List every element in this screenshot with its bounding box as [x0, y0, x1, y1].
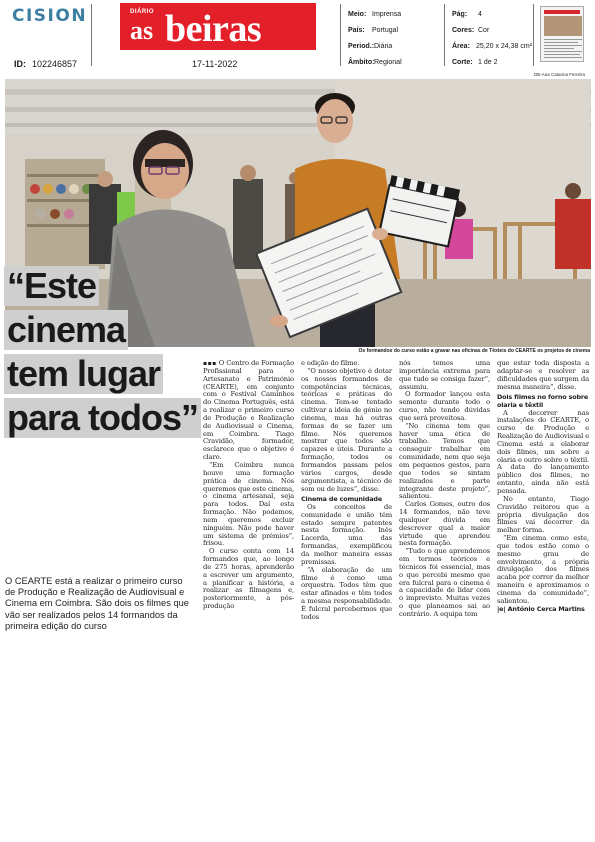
paragraph: Carlos Gomes, outro dos 14 formandos, não teve qualquer dúvida em descrever qual a maior virtude que aprendeu nesta formação. — [399, 500, 490, 548]
meta-colors: Cores: Cor — [452, 27, 490, 34]
publication-date: 17-11-2022 — [192, 59, 238, 69]
paragraph: O Centro de Formação Profissional para o Artesanato e Património (CEARTE), em conjunto com o Festival Caminhos do Cinema Português, está a realizar o primeiro curso de Produção e Realização de Audiovisual e Cinema, em Coimbra. Tiago Cravidão, formador, esclarece que o objetivo é claro. — [203, 359, 295, 462]
paragraph: Os conceitos de comunidade e união têm estado sempre patentes nesta formação. Inês Lacerda, uma das formandas, exemplificou da melhor maneira essas premissas. — [301, 502, 392, 566]
article-column-4 — [497, 360, 589, 614]
article-lead: O CEARTE está a realizar o primeiro curso de Produção e Realização de Audiovisual e Cinema em Coimbra. São dois os filmes que vão ser realizados pelos 14 formandos da primeira edição do curso — [5, 576, 189, 631]
paragraph: O formador lançou esta semente durante todo o curso, não tendo dúvidas que será proveitosa. — [399, 390, 490, 422]
photo-caption: Os formandos do curso estão a gravar nas oficinas de Têxteis do CEARTE os projetos de cinema — [358, 348, 590, 354]
headline-line-1: “Este — [4, 266, 99, 306]
photo-credit: DB-Ana Catarina Ferreira — [533, 72, 585, 77]
logo-as: as — [130, 16, 154, 45]
meta-cut: Corte: 1 de 2 — [452, 59, 498, 66]
meta-country: País: Portugal — [348, 27, 399, 34]
paragraph: “A elaboração de um filme é como uma orquestra. Todos têm que estar afinados e têm todos a mesma responsabilidade. É fulcral percebermos que todos — [301, 565, 392, 621]
paragraph: “Em Coimbra nunca houve uma formação prática de cinema. Nós queremos que este cinema, o cinema artesanal, seja para todos. Daí esta formação. Não podemos, nem queremos excluir ninguém. Não pode haver um sistema de prémios”, frisou. — [203, 460, 294, 548]
cision-logo: CISION — [12, 6, 88, 26]
author-signature: |e| António Cerca Martins — [497, 604, 585, 613]
headline-line-4: para todos” — [4, 398, 201, 438]
paragraph: “Em cinema como este, que todos estão como o mesmo grau de envolvimento, a própria divulgação dos filmes acaba por correr da melhor maneira e aproximamos o cinema da comunidade”, salientou. — [497, 534, 589, 605]
logo-diario: DIÁRIO — [130, 9, 154, 15]
article-column-1 — [203, 360, 294, 611]
id-value: 102246857 — [32, 59, 78, 69]
paragraph: “No cinema tem que haver uma ética de trabalho. Temos que conseguir trabalhar em comunidade, nem que seja em pequenos gestos, para que todos se sintam realizados e parte integrante deste projeto”, salientou. — [399, 421, 490, 501]
newspaper-logo — [120, 3, 316, 50]
logo-beiras: beiras — [165, 8, 262, 50]
paragraph: e edição do filme. — [301, 359, 360, 367]
paragraph: A decorrer nas instalações do CEARTE, o curso de Produção e Realização de Audiovisual e Cinema está a elaborar dois filmes, um sobre a olaria e outro sobre o têxtil. A data do lançamento público dos filmes, no entanto, ainda não está pensada. — [497, 408, 589, 495]
article-column-2 — [301, 360, 392, 622]
divider — [340, 4, 341, 66]
paragraph: nós temos uma importância extrema para que tudo se consiga fazer”, assumiu. — [399, 359, 490, 391]
thumb-photo — [544, 16, 582, 36]
divider — [444, 4, 445, 66]
divider — [91, 4, 92, 66]
meta-page: Pág: 4 — [452, 11, 482, 18]
meta-media: Meio: Imprensa — [348, 11, 402, 18]
clipping-header — [0, 0, 595, 77]
paragraph: “Tudo o que aprendemos em termos teóricos e técnicos foi essencial, mas o que percebi mesmo que era fulcral para o cinema é a capacidade de lidar com o imprevisto. Muitas vezes o que planeamos sai ao contrário. A equipa tem — [399, 547, 490, 618]
divider — [533, 4, 534, 66]
id-label: ID: — [14, 59, 26, 69]
headline-line-3: tem lugar — [4, 354, 163, 394]
opening-marks: ▪▪▪ — [203, 360, 217, 367]
thumb-header-bar — [544, 10, 580, 14]
article-column-3 — [399, 360, 490, 619]
page-thumbnail[interactable] — [540, 6, 584, 62]
clipping-id — [14, 59, 77, 69]
paragraph: O curso conta com 14 formandos que, ao longo de 275 horas, aprenderão a escrever um argumento, a planificar a história, a realizar as filmagens e, posteriormente, a pós-produção — [203, 547, 294, 611]
headline-line-2: cinema — [4, 310, 128, 350]
paragraph: que estar toda disposta a adaptar-se e resolver as dificuldades que surgem da mesma maneira”, disse. — [497, 359, 589, 391]
meta-scope: Âmbito:Regional — [348, 59, 402, 66]
subheading: Cinema de comunidade — [301, 495, 383, 504]
subheading: Dois filmes no forno sobre olaria e têxtil — [497, 393, 589, 409]
meta-area: Área: 25,20 x 24,38 cm² — [452, 43, 533, 50]
paragraph: No entanto, Tiago Cravidão reiterou que a própria divulgação dos filmes vai decorrer da melhor forma. — [497, 494, 589, 535]
paragraph: “O nosso objetivo é dotar os nossos formandos de competências técnicas, teóricas e práticas do cinema. Tem-se tentado cultivar a ideia de génio no cinema, mas há outras formas de se fazer um filme. Nós queremos mostrar que todos são capazes e úteis. Durante a formação, todos os formandos passam pelos vários cargos, desde argumentista, a técnico de som ou de luzes”, disse. — [301, 366, 392, 493]
article-headline — [4, 266, 224, 442]
meta-period: Period.:Diária — [348, 43, 393, 50]
